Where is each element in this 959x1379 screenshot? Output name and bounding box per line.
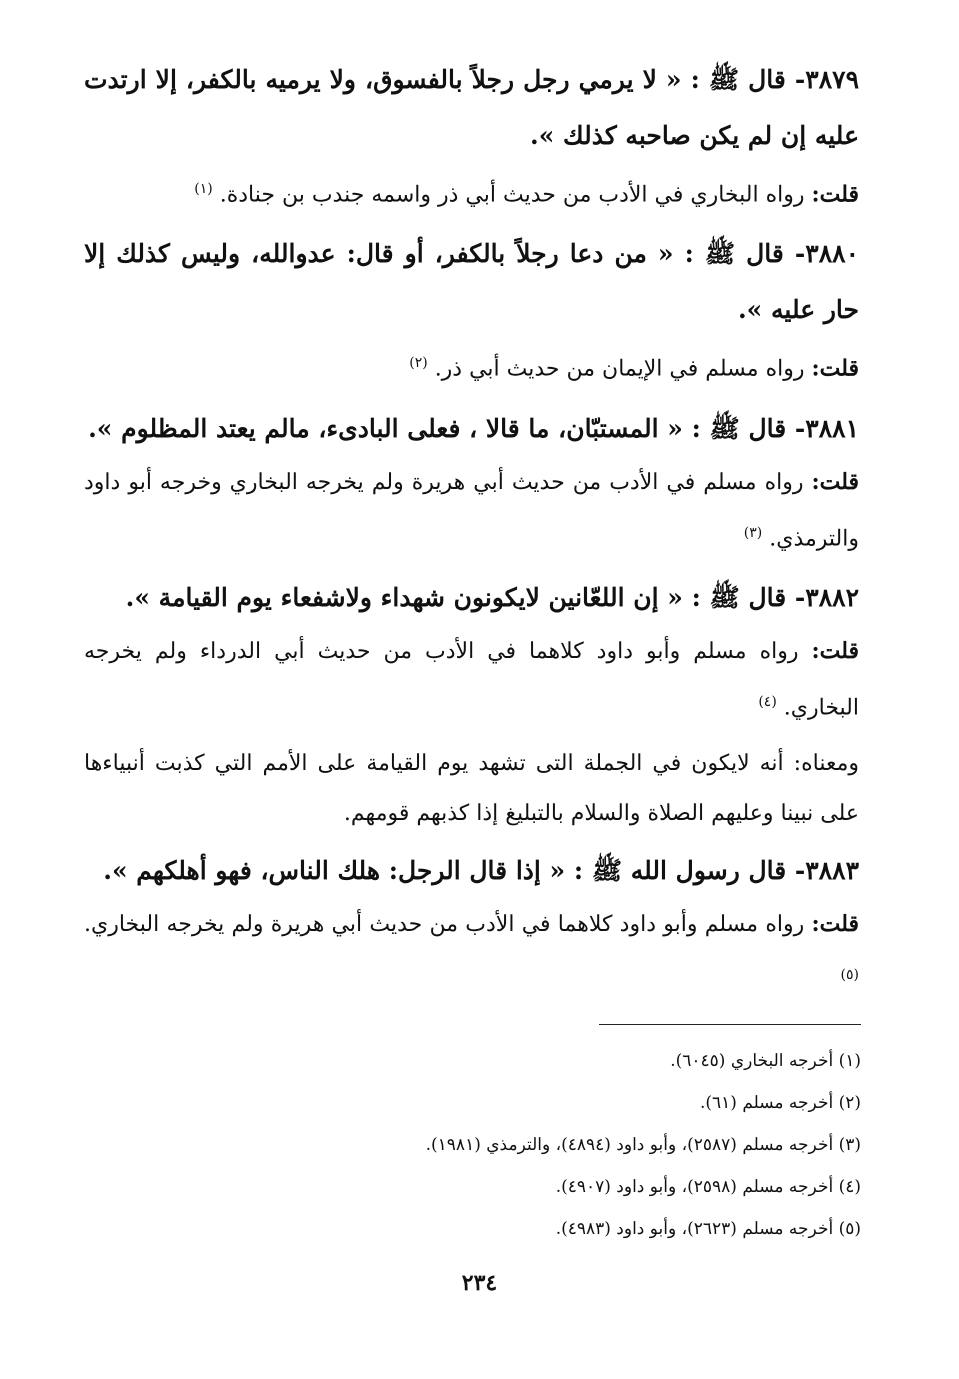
qult-label: قلت: <box>811 181 859 208</box>
footnote-divider <box>599 1024 861 1025</box>
qult-label: قلت: <box>811 468 859 495</box>
commentary-3882 <box>84 626 859 733</box>
footnote-1: (١) أخرجه البخاري (٦٠٤٥). <box>670 1051 861 1071</box>
qult-label: قلت: <box>811 637 859 664</box>
footnote-3: (٣) أخرجه مسلم (٢٥٨٧)، وأبو داود (٤٨٩٤)، والترمذي (١٩٨١). <box>425 1135 861 1155</box>
footnote-ref[interactable]: (٣) <box>743 524 763 541</box>
hadith-3880: ٣٨٨٠- قال ﷺ : « من دعا رجلاً بالكفر، أو قال: عدوالله، وليس كذلك إلا حار عليه ». <box>84 239 859 325</box>
footnote-4: (٤) أخرجه مسلم (٢٥٩٨)، وأبو داود (٤٩٠٧). <box>555 1177 861 1197</box>
explanation-paragraph: ومعناه: أنه لايكون في الجملة التى تشهد يوم القيامة على الأمم التي كذبت أنبياءها على نبينا وعليهم الصلاة والسلام بالتبليغ إذا كذبهم قومهم. <box>84 751 859 827</box>
commentary-text: رواه مسلم وأبو داود كلاهما في الأدب من حديث أبي هريرة ولم يخرجه البخاري. <box>84 912 805 938</box>
footnote-ref[interactable]: (٢) <box>409 355 428 372</box>
hadith-3881: ٣٨٨١- قال ﷺ : « المستبّان، ما قالا ، فعلى البادىء، مالم يعتد المظلوم ». <box>88 413 859 443</box>
commentary-3883 <box>84 899 859 1006</box>
page-number: ٢٣٤ <box>461 1270 498 1296</box>
footnote-ref[interactable]: (١) <box>194 181 213 197</box>
main-text <box>84 52 859 1013</box>
footnote-ref[interactable]: (٤) <box>758 693 777 710</box>
commentary-text: رواه مسلم في الإيمان من حديث أبي ذر. <box>434 356 805 382</box>
commentary-text: رواه مسلم في الأدب من حديث أبي هريرة ولم يخرجه البخاري وخرجه أبو داود والترمذي. <box>84 469 859 551</box>
hadith-3882: ٣٨٨٢- قال ﷺ : « إن اللعّانين لايكونون شهداء ولاشفعاء يوم القيامة ». <box>125 582 859 612</box>
footnote-2: (٢) أخرجه مسلم (٦١). <box>699 1093 861 1113</box>
commentary-3881 <box>84 457 859 564</box>
commentary-text: رواه البخاري في الأدب من حديث أبي ذر واسمه جندب بن جنادة. <box>219 182 805 208</box>
footnote-ref[interactable]: (٥) <box>840 967 859 984</box>
qult-label: قلت: <box>811 911 860 938</box>
commentary-3879 <box>84 164 859 220</box>
commentary-text: رواه مسلم وأبو داود كلاهما في الأدب من حديث أبي الدرداء ولم يخرجه البخاري. <box>84 638 859 721</box>
footnotes <box>241 1040 861 1250</box>
commentary-3880 <box>84 338 859 394</box>
footnote-5: (٥) أخرجه مسلم (٢٦٢٣)، وأبو داود (٤٩٨٣). <box>555 1219 861 1239</box>
qult-label: قلت: <box>811 355 859 382</box>
hadith-3879: ٣٨٧٩- قال ﷺ : « لا يرمي رجل رجلاً بالفسوق، ولا يرميه بالكفر، إلا ارتدت عليه إن لم يكن صاحبه كذلك ». <box>84 65 859 150</box>
hadith-3883: ٣٨٨٣- قال رسول الله ﷺ : « إذا قال الرجل: هلك الناس، فهو أهلكهم ». <box>103 856 859 886</box>
